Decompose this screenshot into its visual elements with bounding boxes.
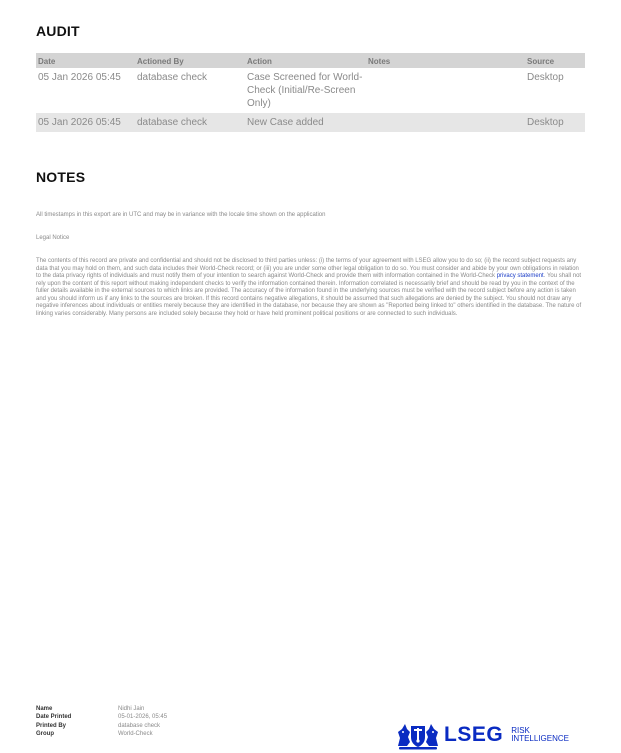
date-printed-label: Date Printed xyxy=(36,714,72,721)
privacy-statement-link[interactable]: privacy statement xyxy=(496,273,544,279)
action-text: New Case added xyxy=(247,117,324,128)
timestamps-note: All timestamps in this export are in UTC and may be in variance with the locale time shown on the application xyxy=(36,212,326,218)
logo-line-1: RISK xyxy=(511,725,530,735)
name-value: Nidhi Jain xyxy=(118,706,145,712)
column-header-actioned-by: Actioned By xyxy=(135,53,245,68)
lseg-crest-icon xyxy=(396,720,440,750)
audit-title: AUDIT xyxy=(36,23,80,39)
table-row xyxy=(36,113,585,132)
notes-title: NOTES xyxy=(36,169,86,185)
cell-date: 05 Jan 2026 05:45 xyxy=(38,72,121,83)
legal-text-part: The contents of this record are private and confidential and should not be disclosed to third parties unless: (i) the terms of your agreement with LSEG allow you to do so; (ii) the record subject requests any data that you may hold on them, and such data includes their World-Check record; or (iii) you are under some other legal obligation to do so. You must consider and abide by your own obligations in relation to the data privacy rights of individuals and must notify them of your intention to search against World-Check and provide them with information contained in the World-Check xyxy=(36,258,579,279)
cell-actioned-by: database check xyxy=(135,113,245,132)
group-label: Group xyxy=(36,730,54,737)
cell-action xyxy=(245,68,366,113)
legal-notice-heading: Legal Notice xyxy=(36,235,70,241)
cell-notes xyxy=(366,113,525,132)
legal-notice-text xyxy=(36,258,584,318)
printed-by-label: Printed By xyxy=(36,722,67,729)
legal-text-part: . You shall not rely upon the content of this report without making independent checks to verify the information contained therein. Information correlated is necessarily brief and should be read by you in the context of the fuller details available in the external sources to which links are provided. The accuracy of the information found in the underlying sources must be verified with the record subject before any action is taken and you should inform us if any links to the sources are broken. If this record contains negative allegations, it should be assumed that such allegations are denied by the subject. You should not draw any negative inferences about individuals or entities merely because they are identified in the database, nor because they are shown as "Reported being linked to" others identified in the database. The nature of linking varies considerably. Many persons are included solely because they hold or have held prominent political positions or are connected to such individuals. xyxy=(36,273,582,317)
cell-actioned-by: database check xyxy=(137,72,208,83)
cell-action xyxy=(245,113,366,132)
print-metadata xyxy=(36,705,167,738)
cell-source: Desktop xyxy=(525,113,585,132)
cell-source: Desktop xyxy=(527,72,564,83)
group-value: World-Check xyxy=(118,730,153,737)
column-header-date: Date xyxy=(36,53,135,68)
column-header-source: Source xyxy=(525,53,585,68)
action-text: Case Screened for World-Check (Initial/Re-Screen Only) xyxy=(247,72,363,109)
column-header-notes: Notes xyxy=(366,53,525,68)
table-row xyxy=(36,68,585,113)
cell-date: 05 Jan 2026 05:45 xyxy=(36,113,135,132)
cell-notes xyxy=(366,68,525,113)
lseg-wordmark: LSEG xyxy=(444,723,504,746)
date-printed-value: 05-01-2026, 05:45 xyxy=(118,714,168,721)
risk-intelligence-wordmark xyxy=(511,727,569,744)
name-label: Name xyxy=(36,706,53,712)
audit-header-row xyxy=(36,53,585,68)
audit-table xyxy=(36,53,585,132)
logo-line-2: INTELLIGENCE xyxy=(511,734,569,743)
lseg-logo xyxy=(396,718,576,752)
column-header-action: Action xyxy=(245,53,366,68)
printed-by-value: database check xyxy=(118,722,161,729)
